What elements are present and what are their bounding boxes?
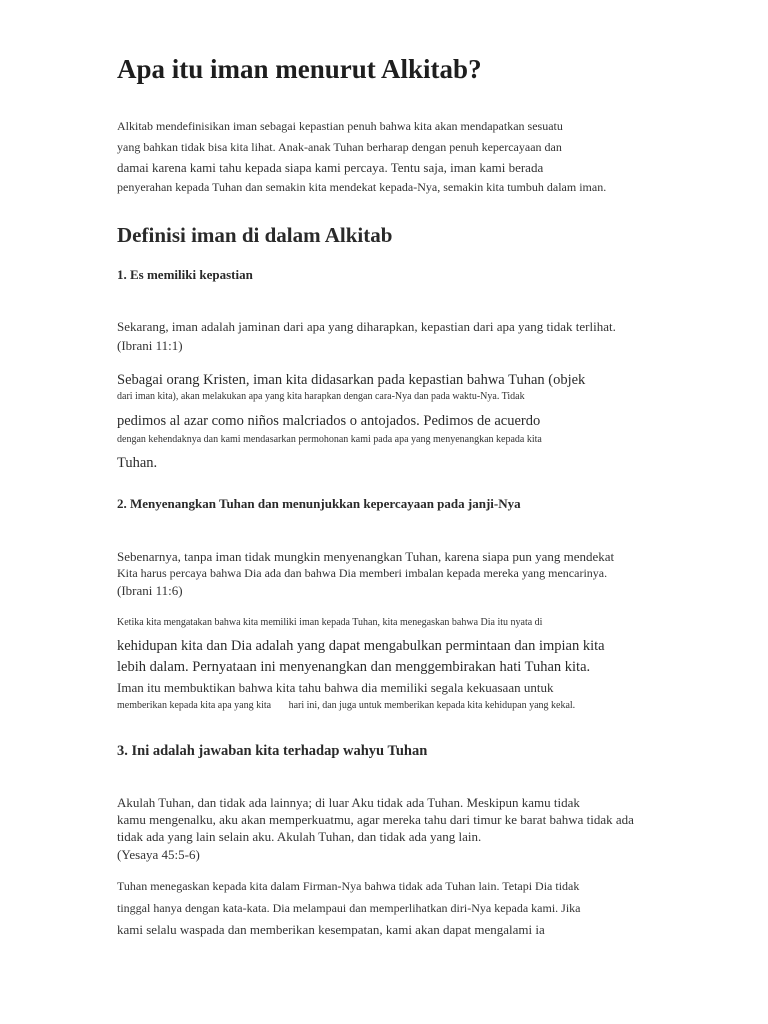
intro-line: yang bahkan tidak bisa kita lihat. Anak-anak Tuhan berharap dengan penuh kepercayaan dan <box>117 140 562 154</box>
body-line: kehidupan kita dan Dia adalah yang dapat mengabulkan permintaan dan impian kita <box>117 638 605 654</box>
quote-line: Kita harus percaya bahwa Dia ada dan bahwa Dia memberi imbalan kepada mereka yang mencarinya. <box>117 566 608 580</box>
point-heading: 3. Ini adalah jawaban kita terhadap wahyu Tuhan <box>117 743 428 759</box>
body-line: pedimos al azar como niños malcriados o antojados. Pedimos de acuerdo <box>117 413 541 429</box>
body-line: Tuhan menegaskan kepada kita dalam Firman-Nya bahwa tidak ada Tuhan lain. Tetapi Dia tidak <box>117 879 580 893</box>
page-title: Apa itu iman menurut Alkitab? <box>117 54 482 84</box>
body-line: Ketika kita mengatakan bahwa kita memiliki iman kepada Tuhan, kita menegaskan bahwa Dia itu nyata di <box>117 617 543 628</box>
intro-line: damai karena kami tahu kepada siapa kami percaya. Tentu saja, iman kami berada <box>117 160 544 175</box>
body-line: tinggal hanya dengan kata-kata. Dia melampaui dan memperlihatkan diri-Nya kepada kami. Jika <box>117 901 581 915</box>
quote-line: Sekarang, iman adalah jaminan dari apa yang diharapkan, kepastian dari apa yang tidak terlihat. <box>117 319 616 334</box>
body-line: dari iman kita), akan melakukan apa yang kita harapkan dengan cara-Nya dan pada waktu-Nya. Tidak <box>117 391 525 402</box>
quote-line: kamu mengenalku, aku akan memperkuatmu, agar mereka tahu dari timur ke barat bahwa tidak ada <box>117 812 634 827</box>
quote-line: Sebenarnya, tanpa iman tidak mungkin menyenangkan Tuhan, karena siapa pun yang mendekat <box>117 549 615 564</box>
section-heading: Definisi iman di dalam Alkitab <box>117 223 393 247</box>
verse-reference: (Ibrani 11:6) <box>117 583 183 598</box>
intro-line: penyerahan kepada Tuhan dan semakin kita mendekat kepada-Nya, semakin kita tumbuh dalam iman. <box>117 180 607 194</box>
body-line: Tuhan. <box>117 455 158 471</box>
intro-line: Alkitab mendefinisikan iman sebagai kepastian penuh bahwa kita akan mendapatkan sesuatu <box>117 119 563 133</box>
body-line: kami selalu waspada dan memberikan kesempatan, kami akan dapat mengalami ia <box>117 922 545 937</box>
body-line: Sebagai orang Kristen, iman kita didasarkan pada kepastian bahwa Tuhan (objek <box>117 372 586 388</box>
point-heading: 2. Menyenangkan Tuhan dan menunjukkan kepercayaan pada janji-Nya <box>117 496 521 511</box>
point-heading: 1. Es memiliki kepastian <box>117 267 253 282</box>
quote-line: tidak ada yang lain selain aku. Akulah Tuhan, dan tidak ada yang lain. <box>117 829 482 844</box>
body-line: memberikan kepada kita apa yang kita hari ini, dan juga untuk memberikan kepada kita kehidupan yang kekal. <box>117 700 576 711</box>
verse-reference: (Yesaya 45:5-6) <box>117 847 200 862</box>
body-line: Iman itu membuktikan bahwa kita tahu bahwa dia memiliki segala kekuasaan untuk <box>117 680 554 695</box>
verse-reference: (Ibrani 11:1) <box>117 338 183 353</box>
body-line: lebih dalam. Pernyataan ini menyenangkan dan menggembirakan hati Tuhan kita. <box>117 659 591 675</box>
quote-line: Akulah Tuhan, dan tidak ada lainnya; di luar Aku tidak ada Tuhan. Meskipun kamu tidak <box>117 795 580 810</box>
body-line: dengan kehendaknya dan kami mendasarkan permohonan kami pada apa yang menyenangkan kepada kita <box>117 434 542 445</box>
